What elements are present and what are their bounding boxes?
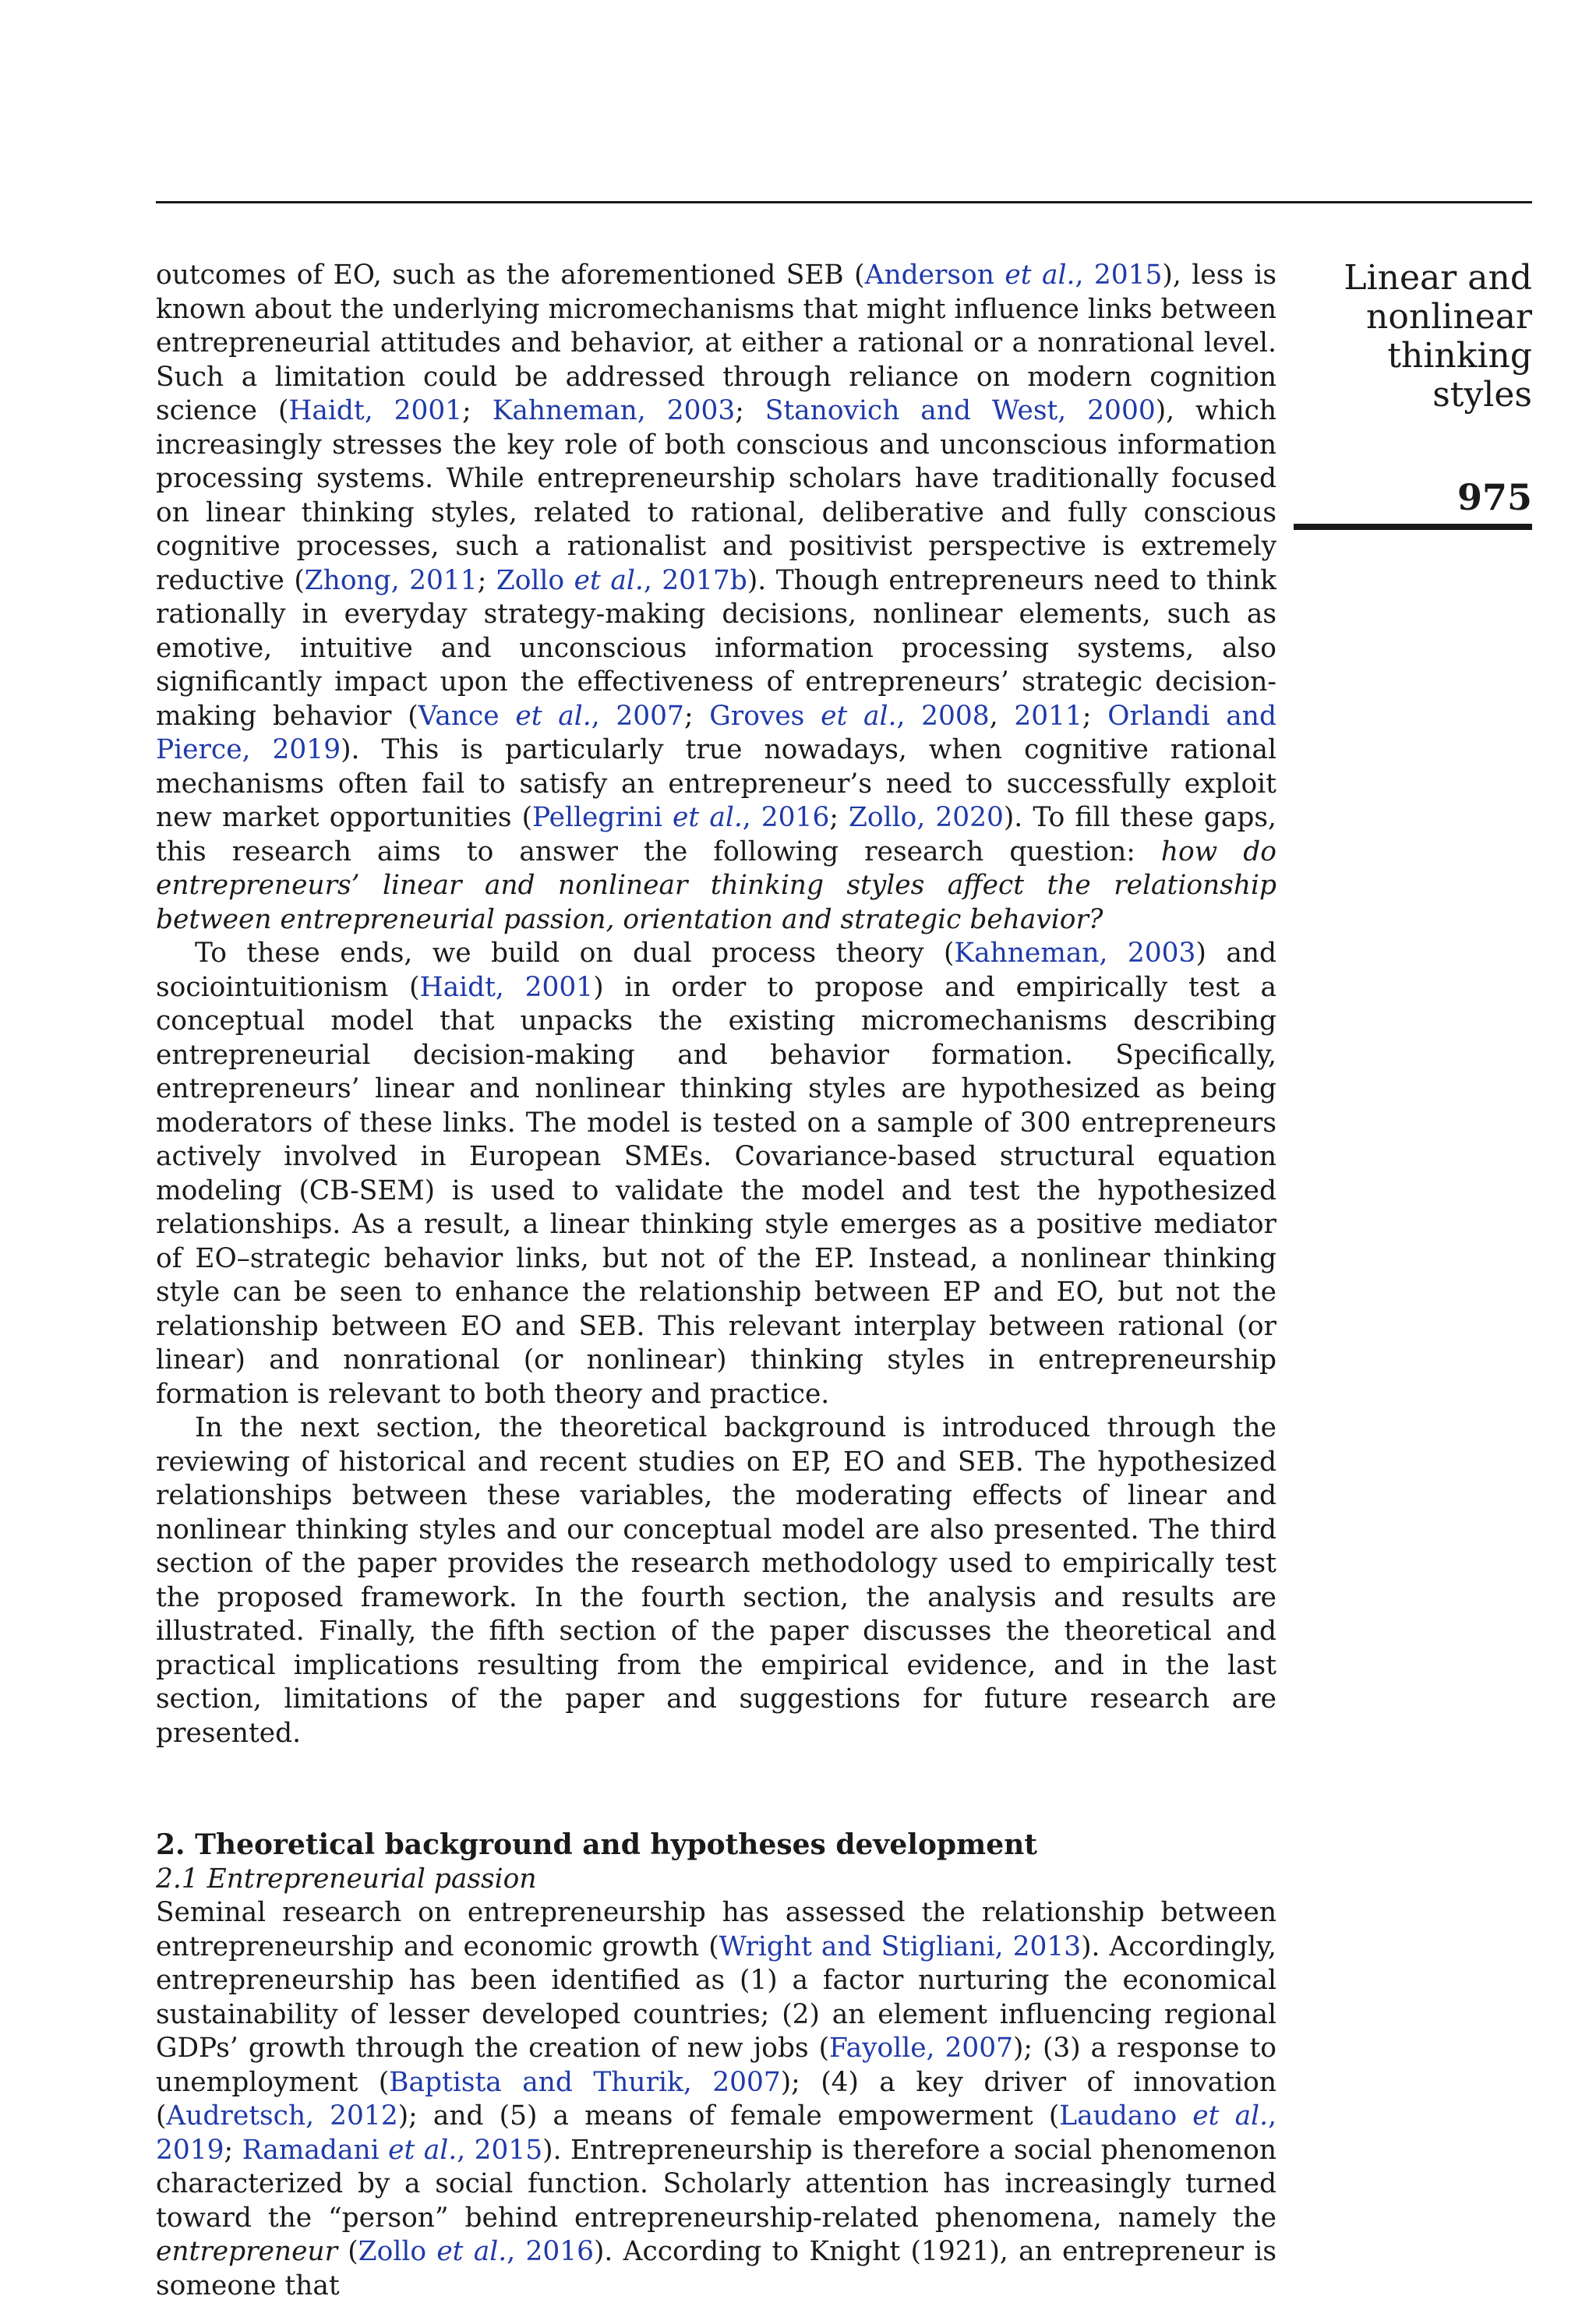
section-heading: 2. Theoretical background and hypotheses development bbox=[156, 1828, 1037, 1861]
citation-link[interactable]: Zollo bbox=[496, 564, 574, 596]
paragraph bbox=[156, 1411, 1276, 1750]
text-run: how do entrepreneurs’ linear and nonlinear thinking styles affect the relationship between entrepreneurial passion, orientation and strategic behavior? bbox=[156, 835, 1276, 935]
text-run: ). This is particularly true nowadays, when cognitive rational mechanisms often fail to satisfy an entrepreneur’s need to successfully exploit new market opportunities ( bbox=[156, 734, 1276, 833]
text-run: ); and (5) a means of female empowerment ( bbox=[397, 2100, 1060, 2132]
paragraph bbox=[156, 259, 1276, 937]
text-run: ; bbox=[477, 564, 496, 596]
citation-link[interactable]: , 2008 bbox=[896, 700, 990, 732]
paragraph bbox=[156, 1896, 1276, 2303]
citation-link[interactable]: et al. bbox=[574, 564, 644, 596]
citation-link[interactable]: , 2019 bbox=[156, 2100, 1276, 2166]
citation-link[interactable]: Zollo bbox=[358, 2236, 437, 2267]
citation-link[interactable]: 2011 bbox=[1014, 700, 1082, 732]
text-run: outcomes of EO, such as the aforementioned SEB ( bbox=[156, 260, 865, 291]
text-run: , bbox=[989, 700, 1015, 732]
citation-link[interactable]: Fayolle, 2007 bbox=[829, 2033, 1013, 2064]
text-run: ; bbox=[462, 395, 493, 426]
text-run: ). According to Knight (1921), an entrepreneur is someone that bbox=[156, 2236, 1276, 2301]
page-number-rule bbox=[1294, 524, 1532, 530]
text-run: ); (3) a response to unemployment ( bbox=[156, 2033, 1276, 2098]
citation-link[interactable]: Laudano bbox=[1059, 2100, 1193, 2132]
text-run: To these ends, we build on dual process theory ( bbox=[195, 938, 955, 969]
citation-link[interactable]: et al. bbox=[821, 700, 897, 732]
citation-link[interactable]: et al. bbox=[1192, 2100, 1269, 2132]
running-head-line: Linear and bbox=[1344, 258, 1532, 298]
citation-link[interactable]: , 2015 bbox=[457, 2134, 543, 2166]
citation-link[interactable]: , 2017b bbox=[643, 564, 747, 596]
text-run: ); (4) a key driver of innovation ( bbox=[156, 2066, 1276, 2132]
subsection-heading: 2.1 Entrepreneurial passion bbox=[156, 1863, 537, 1895]
text-run: Seminal research on entrepreneurship has assessed the relationship between entrepreneurship and economic growth ( bbox=[156, 1897, 1276, 1962]
citation-link[interactable]: Kahneman, 2003 bbox=[492, 395, 736, 426]
citation-link[interactable]: et al. bbox=[388, 2134, 457, 2166]
citation-link[interactable]: Orlandi and Pierce, 2019 bbox=[156, 700, 1276, 765]
text-run: ). Accordingly, entrepreneurship has been identified as (1) a factor nurturing the economical sustainability of lesser developed countries; (2) an element influencing regional GDPs’ growth through the creation of new jobs ( bbox=[156, 1930, 1276, 2064]
citation-link[interactable]: Vance bbox=[418, 700, 516, 732]
text-run: ) in order to propose and empirically test a conceptual model that unpacks the existing micromechanisms describing entrepreneurial decision-making and behavior formation. Specifically, entrepreneurs’ linear and nonlinear thinking styles are hypothesized as being moderators of these links. The model is tested on a sample of 300 entrepreneurs actively involved in European SMEs. Covariance-based structural equation modeling (CB-SEM) is used to validate the model and test the hypothesized relationships. As a result, a linear thinking style emerges as a positive mediator of EO–strategic behavior links, but not of the EP. Instead, a nonlinear thinking style can be seen to enhance the relationship between EP and EO, but not the relationship between EO and SEB. This relevant interplay between rational (or linear) and nonrational (or nonlinear) thinking styles in entrepreneurship formation is relevant to both theory and practice. bbox=[156, 971, 1276, 1410]
citation-link[interactable]: Audretsch, 2012 bbox=[166, 2100, 398, 2132]
citation-link[interactable]: Haidt, 2001 bbox=[288, 395, 463, 426]
text-run: ; bbox=[735, 395, 765, 426]
citation-link[interactable]: , 2016 bbox=[742, 802, 830, 833]
text-run: ), which increasingly stresses the key role of both conscious and unconscious information processing systems. While entrepreneurship scholars have traditionally focused on linear thinking styles, related to rational, deliberative and fully conscious cognitive processes, such a rationalist and positivist perspective is extremely reductive ( bbox=[156, 395, 1277, 596]
top-rule bbox=[156, 201, 1532, 203]
citation-link[interactable]: Zollo, 2020 bbox=[849, 802, 1004, 833]
citation-link[interactable]: et al. bbox=[1005, 260, 1075, 291]
citation-link[interactable]: Pellegrini bbox=[532, 802, 673, 833]
citation-link[interactable]: Wright and Stigliani, 2013 bbox=[719, 1930, 1082, 1962]
citation-link[interactable]: Ramadani bbox=[242, 2134, 389, 2166]
citation-link[interactable]: Stanovich and West, 2000 bbox=[764, 395, 1156, 426]
running-head bbox=[1286, 259, 1532, 415]
running-head-line: nonlinear bbox=[1366, 297, 1532, 337]
text-run: ; bbox=[829, 802, 849, 833]
body-text bbox=[156, 259, 1276, 2303]
citation-link[interactable]: et al. bbox=[673, 802, 743, 833]
text-run: ; bbox=[1082, 700, 1108, 732]
text-run: ) and sociointuitionism ( bbox=[156, 938, 1276, 1003]
section-spacer bbox=[156, 1750, 1276, 1828]
citation-link[interactable]: , 2007 bbox=[591, 700, 684, 732]
citation-link[interactable]: , 2015 bbox=[1075, 260, 1163, 291]
text-run: entrepreneur bbox=[156, 2236, 338, 2267]
citation-link[interactable]: Kahneman, 2003 bbox=[954, 938, 1196, 969]
citation-link[interactable]: Haidt, 2001 bbox=[419, 971, 594, 1003]
paragraph bbox=[156, 937, 1276, 1411]
text-run: ; bbox=[224, 2134, 242, 2166]
text-run: ), less is known about the underlying micromechanisms that might influence links between entrepreneurial attitudes and behavior, at either a rational or a nonrational level. Such a limitation could be addressed through reliance on modern cognition science ( bbox=[156, 260, 1277, 426]
text-run: In the next section, the theoretical background is introduced through the reviewing of historical and recent studies on EP, EO and SEB. The hypothesized relationships between these variables, the moderating effects of linear and nonlinear thinking styles and our conceptual model are also presented. The third section of the paper provides the research methodology used to empirically test the proposed framework. In the fourth section, the analysis and results are illustrated. Finally, the fifth section of the paper discusses the theoretical and practical implications resulting from the empirical evidence, and in the last section, limitations of the paper and suggestions for future research are presented. bbox=[156, 1412, 1276, 1749]
text-run: ; bbox=[683, 700, 710, 732]
citation-link[interactable]: Baptista and Thurik, 2007 bbox=[389, 2066, 781, 2098]
citation-link[interactable]: Groves bbox=[709, 700, 821, 732]
citation-link[interactable]: Zhong, 2011 bbox=[304, 564, 478, 596]
running-head-line: thinking styles bbox=[1387, 336, 1532, 415]
citation-link[interactable]: et al. bbox=[515, 700, 591, 732]
text-run: ). To fill these gaps, this research aims to answer the following research question: bbox=[156, 802, 1276, 867]
text-run: ( bbox=[337, 2236, 358, 2267]
citation-link[interactable]: et al. bbox=[436, 2236, 507, 2267]
citation-link[interactable]: Anderson bbox=[864, 260, 1005, 291]
text-run: ). Though entrepreneurs need to think rationally in everyday strategy-making decisions, nonlinear elements, such as emotive, intuitive and unconscious information processing systems, also significantly impact upon the effectiveness of entrepreneurs’ strategic decision-making behavior ( bbox=[156, 564, 1276, 732]
citation-link[interactable]: , 2016 bbox=[507, 2236, 594, 2267]
page-number: 975 bbox=[1457, 476, 1532, 518]
text-run: ). Entrepreneurship is therefore a social phenomenon characterized by a social function. Scholarly attention has increasingly turned toward the “person” behind entrepreneurship-related phenomena, namely the bbox=[156, 2134, 1276, 2234]
